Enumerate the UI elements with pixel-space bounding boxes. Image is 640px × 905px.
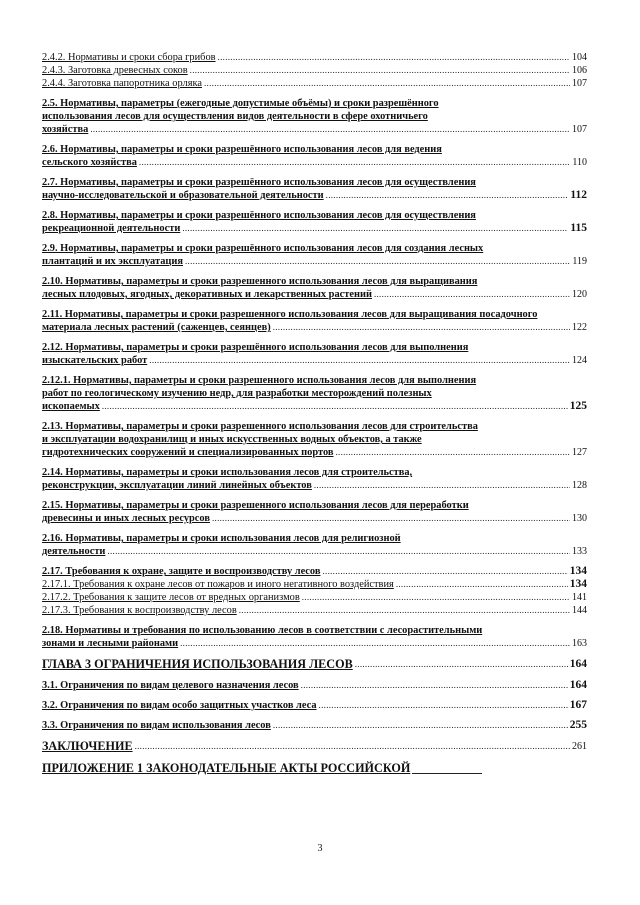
toc-entry-title: и эксплуатации водохранилищ и иных искусственных водных объектов, а также — [42, 434, 422, 445]
toc-entry-title: ГЛАВА 3 ОГРАНИЧЕНИЯ ИСПОЛЬЗОВАНИЯ ЛЕСОВ — [42, 657, 353, 671]
dot-leader — [355, 657, 568, 672]
toc-entry-title: 2.4.3. Заготовка древесных соков — [42, 65, 188, 76]
toc-entry-title: научно-исследовательской и образовательной деятельности — [42, 190, 324, 201]
dot-leader — [273, 321, 570, 334]
toc-entry — [42, 657, 587, 672]
toc-entry-title: 2.18. Нормативы и требования по использованию лесов в соответствии с лесорастительными — [42, 625, 483, 636]
toc-entry — [42, 209, 587, 235]
dot-leader — [396, 578, 568, 591]
toc-page-number: 261 — [572, 741, 587, 752]
toc-entry-title: ископаемых — [42, 401, 100, 412]
dot-leader — [185, 255, 570, 268]
dot-leader — [139, 156, 570, 169]
toc-entry — [42, 466, 587, 492]
dot-leader — [326, 189, 569, 202]
toc-entry-title: зонами и лесными районами — [42, 638, 179, 649]
toc-entry — [42, 176, 587, 202]
toc-entry-title: ПРИЛОЖЕНИЕ 1 ЗАКОНОДАТЕЛЬНЫЕ АКТЫ РОССИЙСКОЙ — [42, 761, 411, 775]
toc-entry-title: 2.4.4. Заготовка папоротника орляка — [42, 78, 202, 89]
toc-page-number: 107 — [572, 124, 587, 135]
toc-entry — [42, 77, 587, 90]
toc-entry-title: использования лесов для осуществления видов деятельности в сфере охотничьего — [42, 111, 428, 122]
toc-page-number: 120 — [572, 289, 587, 300]
toc-page-number: 124 — [572, 355, 587, 366]
toc-entry — [42, 532, 587, 558]
toc-entry-title: 2.14. Нормативы, параметры и сроки использования лесов для строительства, — [42, 467, 413, 478]
toc-entry-title: изыскательских работ — [42, 355, 148, 366]
toc-entry — [42, 275, 587, 301]
toc-page-number: 133 — [572, 546, 587, 557]
toc-page-number: 130 — [572, 513, 587, 524]
toc-page-number: 104 — [572, 52, 587, 63]
toc-entry-title: 2.17.3. Требования к воспроизводству лесов — [42, 605, 237, 616]
toc-entry-title: 2.11. Нормативы, параметры и сроки разрешенного использования лесов для выращивания посадочного — [42, 309, 538, 320]
toc-entry — [42, 761, 587, 776]
toc-entry — [42, 719, 587, 732]
dot-leader — [314, 479, 570, 492]
toc-entry-title: рекреационной деятельности — [42, 223, 181, 234]
toc-entry-title: 2.5. Нормативы, параметры (ежегодные допустимые объёмы) и сроки разрешённого — [42, 98, 439, 109]
toc-page-number: 115 — [570, 222, 587, 234]
toc-page-number: 119 — [572, 256, 587, 267]
dot-leader — [135, 739, 570, 754]
toc-page-number: 112 — [570, 189, 587, 201]
toc-page-number: 134 — [569, 578, 587, 590]
toc-entry-title: 3.2. Ограничения по видам особо защитных участков леса — [42, 700, 317, 711]
toc-page-number: 106 — [572, 65, 587, 76]
toc-entry-title: плантаций и их эксплуатация — [42, 256, 183, 267]
toc-entry — [42, 739, 587, 754]
dot-leader — [273, 719, 568, 732]
page-number: 3 — [317, 843, 323, 854]
toc-entry — [42, 308, 587, 334]
toc-entry — [42, 565, 587, 578]
toc-entry — [42, 578, 587, 591]
toc-entry-title: 2.4.2. Нормативы и сроки сбора грибов — [42, 52, 216, 63]
toc-entry-title: 2.12.1. Нормативы, параметры и сроки разрешенного использования лесов для выполнения — [42, 375, 477, 386]
underline-rule — [412, 773, 482, 774]
toc-entry-title: сельского хозяйства — [42, 157, 137, 168]
dot-leader — [102, 400, 568, 413]
toc-entry-title: 2.9. Нормативы, параметры и сроки разрешённого использования лесов для создания лесных — [42, 243, 484, 254]
toc-entry-title: 2.13. Нормативы, параметры и сроки разрешенного использования лесов для строительства — [42, 421, 478, 432]
toc-entry-title: 2.6. Нормативы, параметры и сроки разрешённого использования лесов для ведения — [42, 144, 442, 155]
toc-entry — [42, 143, 587, 169]
toc-entry-title: работ по геологическому изучению недр, для разработки месторождений полезных — [42, 388, 432, 399]
toc-entry — [42, 499, 587, 525]
toc-entry-title: хозяйства — [42, 124, 89, 135]
toc-entry-title: древесины и иных лесных ресурсов — [42, 513, 210, 524]
toc-entry — [42, 699, 587, 712]
toc-page-number: 164 — [569, 658, 587, 670]
dot-leader — [180, 637, 570, 650]
toc-entry-title: 2.17.2. Требования к защите лесов от вредных организмов — [42, 592, 300, 603]
toc-entry — [42, 679, 587, 692]
toc-page-number: 255 — [569, 719, 587, 731]
toc-page-number: 122 — [572, 322, 587, 333]
toc-page-number: 134 — [569, 565, 587, 577]
toc-entry-title: 2.12. Нормативы, параметры и сроки разрешённого использования лесов для выполнения — [42, 342, 469, 353]
toc-entry — [42, 64, 587, 77]
toc-entry — [42, 341, 587, 367]
toc-entry-title: реконструкции, эксплуатации линий линейных объектов — [42, 480, 312, 491]
toc-page-number: 127 — [572, 447, 587, 458]
toc-entry-title: материала лесных растений (саженцев, сеянцев) — [42, 322, 271, 333]
dot-leader — [302, 591, 570, 604]
dot-leader — [374, 288, 570, 301]
toc-entry-title: деятельности — [42, 546, 106, 557]
toc-page-number: 141 — [572, 592, 587, 603]
toc-entry-title: лесных плодовых, ягодных, декоративных и лекарственных растений — [42, 289, 372, 300]
toc-entry — [42, 51, 587, 64]
toc-page-number: 125 — [569, 400, 587, 412]
toc-entry — [42, 591, 587, 604]
dot-leader — [149, 354, 570, 367]
toc-entry-title: 2.7. Нормативы, параметры и сроки разрешённого использования лесов для осуществления — [42, 177, 476, 188]
dot-leader — [107, 545, 570, 558]
toc-entry-title: гидротехнических сооружений и специализированных портов — [42, 447, 334, 458]
dot-leader — [218, 51, 570, 64]
toc-entry — [42, 242, 587, 268]
dot-leader — [182, 222, 568, 235]
table-of-contents — [42, 51, 587, 776]
dot-leader — [322, 565, 567, 578]
toc-page-number: 144 — [572, 605, 587, 616]
dot-leader — [190, 64, 570, 77]
toc-entry-title: ЗАКЛЮЧЕНИЕ — [42, 739, 133, 753]
toc-page-number: 167 — [569, 699, 587, 711]
dot-leader — [319, 699, 568, 712]
toc-entry — [42, 604, 587, 617]
toc-entry-title: 2.15. Нормативы, параметры и сроки разрешенного использования лесов для переработки — [42, 500, 469, 511]
dot-leader — [239, 604, 570, 617]
toc-entry-title: 2.17. Требования к охране, защите и воспроизводству лесов — [42, 566, 321, 577]
dot-leader — [301, 679, 568, 692]
toc-entry — [42, 420, 587, 459]
toc-entry-title: 2.8. Нормативы, параметры и сроки разрешённого использования лесов для осуществления — [42, 210, 476, 221]
dot-leader — [336, 446, 571, 459]
toc-entry-title: 2.10. Нормативы, параметры и сроки разрешенного использования лесов для выращивания — [42, 276, 478, 287]
toc-page-number: 164 — [569, 679, 587, 691]
toc-entry-title: 3.3. Ограничения по видам использования лесов — [42, 720, 271, 731]
dot-leader — [204, 77, 570, 90]
toc-page-number: 107 — [572, 78, 587, 89]
toc-page-number: 128 — [572, 480, 587, 491]
toc-entry-title: 2.16. Нормативы, параметры и сроки использования лесов для религиозной — [42, 533, 401, 544]
dot-leader — [212, 512, 570, 525]
toc-page-number: 163 — [572, 638, 587, 649]
toc-entry — [42, 374, 587, 413]
toc-entry — [42, 624, 587, 650]
toc-page-number: 110 — [572, 157, 587, 168]
dot-leader — [90, 123, 570, 136]
toc-entry-title: 3.1. Ограничения по видам целевого назначения лесов — [42, 680, 299, 691]
toc-entry — [42, 97, 587, 136]
toc-entry-title: 2.17.1. Требования к охране лесов от пожаров и иного негативного воздействия — [42, 579, 394, 590]
